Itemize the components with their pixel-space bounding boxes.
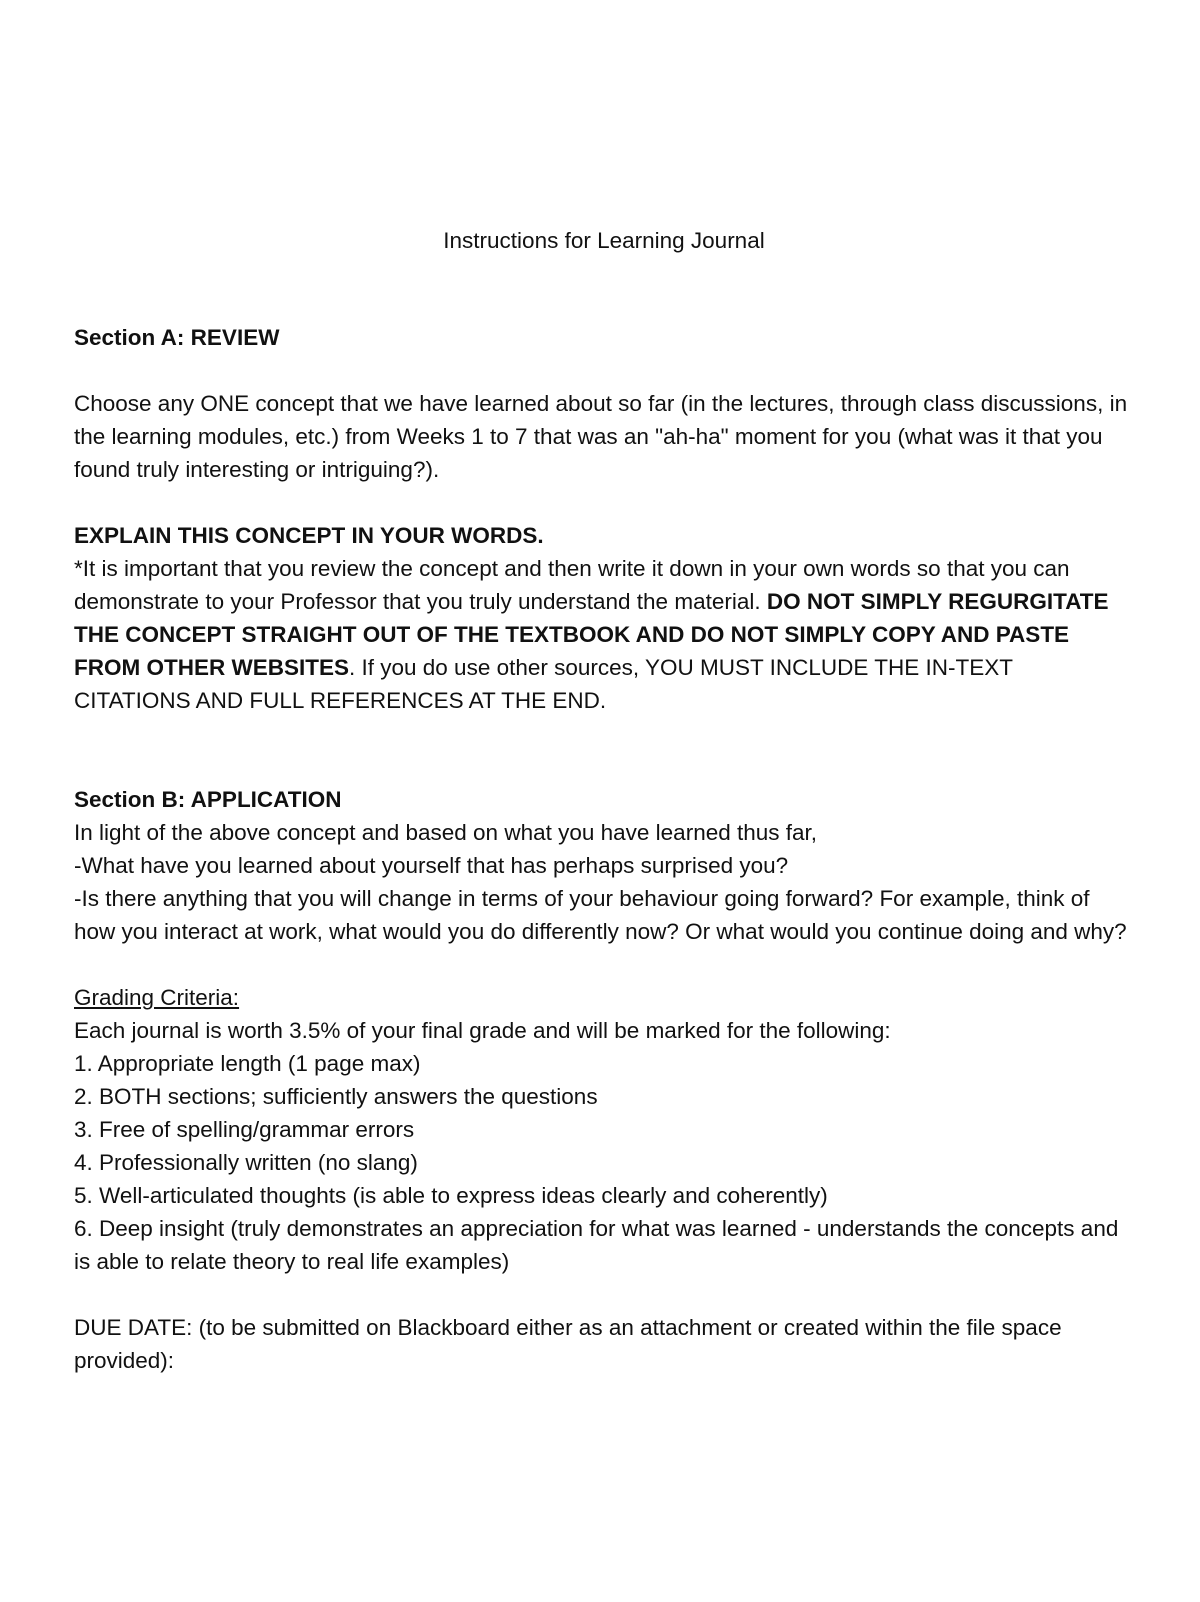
spacer <box>74 1278 1134 1311</box>
section-a-heading: Section A: REVIEW <box>74 325 280 350</box>
grading-heading: Grading Criteria: <box>74 985 240 1010</box>
explain-text-warning: DO NOT SIMPLY REGURGITATE THE CONCEPT STRAIGHT OUT OF THE TEXTBOOK AND DO NOT SIMPLY COPY AND PASTE FROM OTHER WEBSITES <box>74 589 1109 680</box>
explain-heading: EXPLAIN THIS CONCEPT IN YOUR WORDS. <box>74 523 544 548</box>
section-b-line-1: In light of the above concept and based on what you have learned thus far, <box>74 820 818 845</box>
grading-list <box>74 1047 1134 1278</box>
section-a-intro: Choose any ONE concept that we have learned about so far (in the lectures, through class discussions, in the learning modules, etc.) from Weeks 1 to 7 that was an "ah-ha" moment for you (what was it that you found truly interesting or intriguing?). <box>74 391 1128 482</box>
section-b-line-3: -Is there anything that you will change in terms of your behaviour going forward? For example, think of how you interact at work, what would you do differently now? Or what would you continue doing and why? <box>74 886 1127 944</box>
grading-intro: Each journal is worth 3.5% of your final grade and will be marked for the following: <box>74 1018 891 1043</box>
section-b-line-2: -What have you learned about yourself that has perhaps surprised you? <box>74 853 789 878</box>
grading-item: 2. BOTH sections; sufficiently answers the questions <box>74 1084 598 1109</box>
grading-item: 4. Professionally written (no slang) <box>74 1150 418 1175</box>
explain-text-end: . If you do use other sources, YOU MUST INCLUDE THE IN-TEXT CITATIONS AND FULL REFERENCES AT THE END. <box>74 655 1013 713</box>
spacer <box>74 948 1134 981</box>
document-body <box>74 224 1134 1377</box>
spacer <box>74 717 1134 783</box>
grading-item: 3. Free of spelling/grammar errors <box>74 1117 415 1142</box>
due-date: DUE DATE: (to be submitted on Blackboard either as an attachment or created within the file space provided): <box>74 1315 1062 1373</box>
spacer <box>74 486 1134 519</box>
spacer <box>74 354 1134 387</box>
grading-item: 6. Deep insight (truly demonstrates an appreciation for what was learned - understands the concepts and is able to relate theory to real life examples) <box>74 1216 1119 1274</box>
grading-item: 5. Well-articulated thoughts (is able to express ideas clearly and coherently) <box>74 1183 828 1208</box>
grading-item: 1. Appropriate length (1 page max) <box>74 1051 421 1076</box>
document-title: Instructions for Learning Journal <box>443 228 765 253</box>
section-b-heading: Section B: APPLICATION <box>74 787 342 812</box>
explain-text-start: *It is important that you review the concept and then write it down in your own words so that you can demonstrate to your Professor that you truly understand the material. <box>74 556 1070 614</box>
explain-paragraph <box>74 552 1134 717</box>
